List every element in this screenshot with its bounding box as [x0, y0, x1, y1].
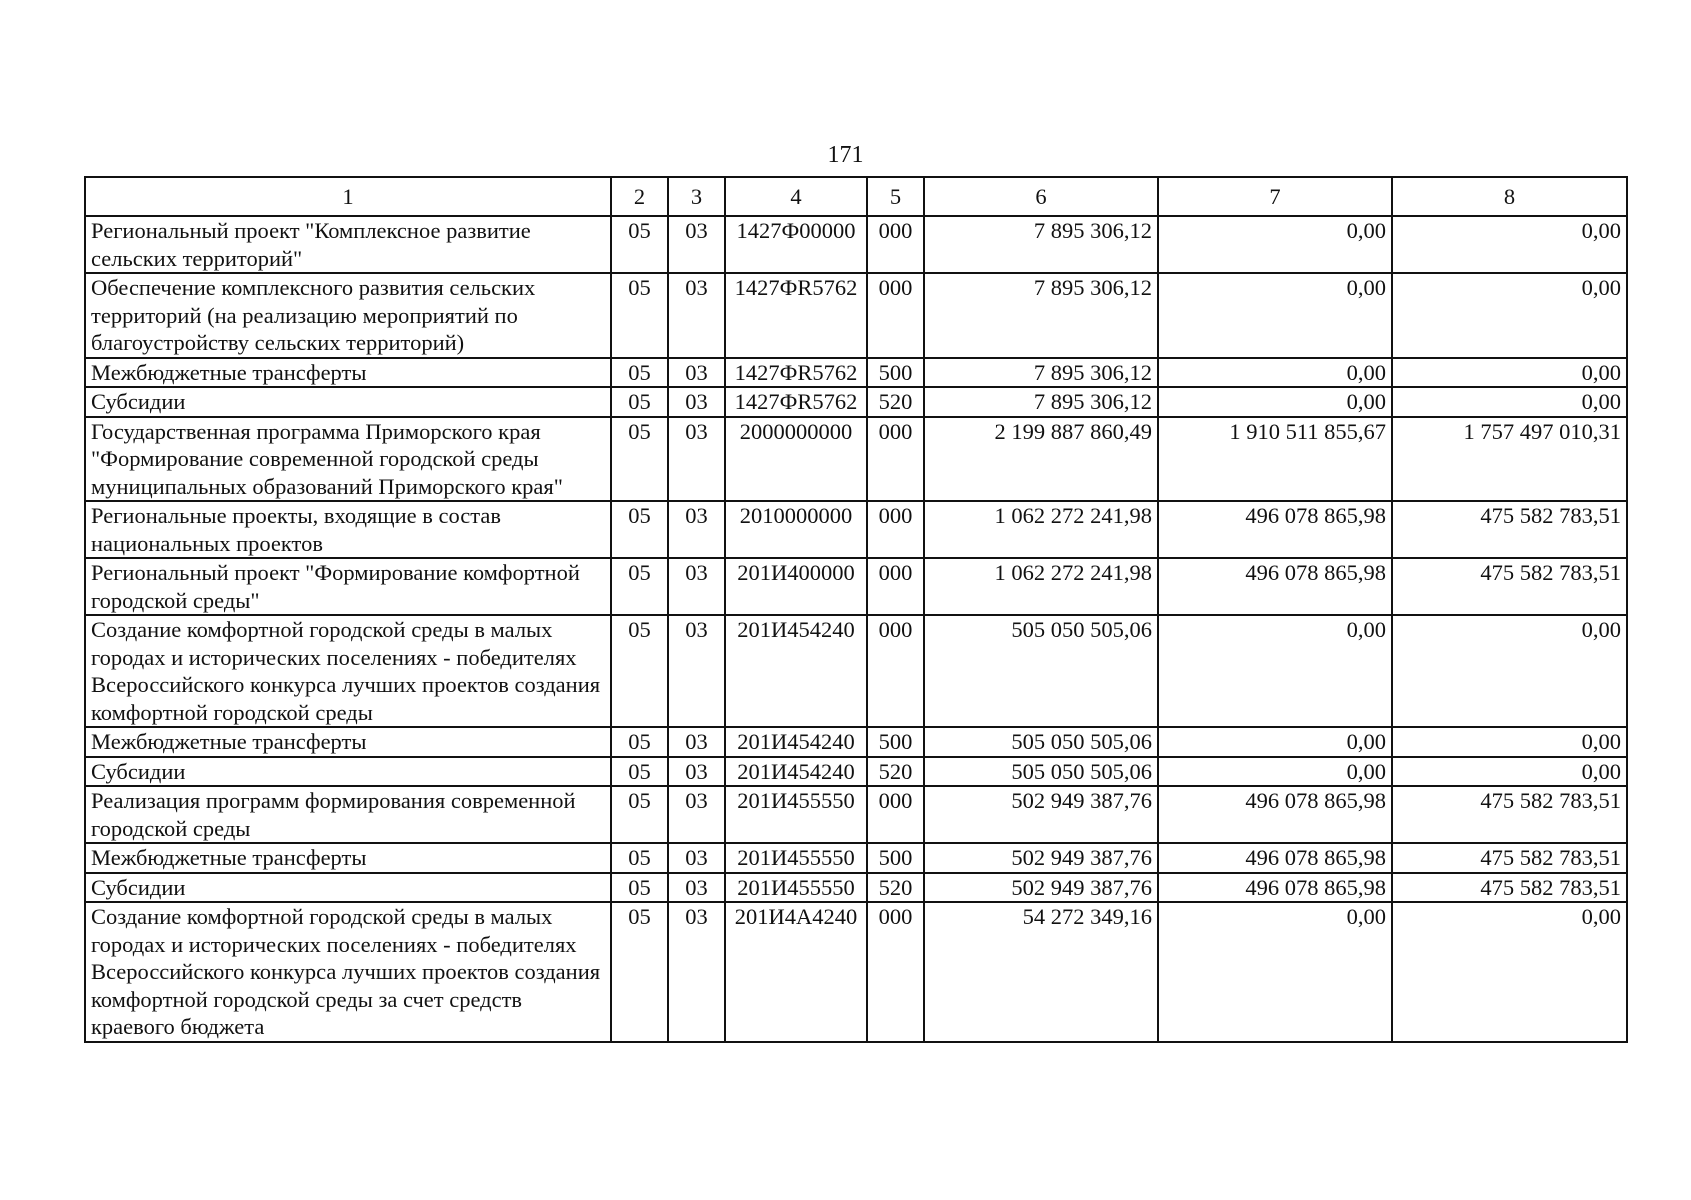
section-code-cell: 05 — [611, 501, 668, 558]
item-name-cell: Субсидии — [85, 387, 611, 417]
subsection-code-cell: 03 — [668, 417, 725, 502]
subsection-code-cell: 03 — [668, 873, 725, 903]
expense-type-cell: 500 — [867, 358, 924, 388]
amount-col7-cell: 496 078 865,98 — [1158, 786, 1392, 843]
item-name-cell: Субсидии — [85, 757, 611, 787]
item-name-cell: Межбюджетные трансферты — [85, 727, 611, 757]
amount-col6-cell: 502 949 387,76 — [924, 786, 1158, 843]
subsection-code-cell: 03 — [668, 615, 725, 727]
budget-table — [84, 176, 1628, 1043]
item-name-cell: Региональные проекты, входящие в состав национальных проектов — [85, 501, 611, 558]
amount-col6-cell: 54 272 349,16 — [924, 902, 1158, 1042]
amount-col8-cell: 0,00 — [1392, 358, 1627, 388]
table-row — [85, 216, 1627, 273]
amount-col7-cell: 496 078 865,98 — [1158, 501, 1392, 558]
amount-col7-cell: 0,00 — [1158, 757, 1392, 787]
amount-col8-cell: 475 582 783,51 — [1392, 843, 1627, 873]
page-number: 171 — [827, 142, 864, 168]
amount-col6-cell: 2 199 887 860,49 — [924, 417, 1158, 502]
table-row — [85, 558, 1627, 615]
amount-col7-cell: 496 078 865,98 — [1158, 843, 1392, 873]
section-code-cell: 05 — [611, 786, 668, 843]
section-code-cell: 05 — [611, 902, 668, 1042]
amount-col8-cell: 0,00 — [1392, 902, 1627, 1042]
target-article-cell: 201И400000 — [725, 558, 867, 615]
section-code-cell: 05 — [611, 727, 668, 757]
subsection-code-cell: 03 — [668, 558, 725, 615]
table-row — [85, 843, 1627, 873]
amount-col6-cell: 505 050 505,06 — [924, 727, 1158, 757]
amount-col6-cell: 7 895 306,12 — [924, 273, 1158, 358]
item-name-cell: Обеспечение комплексного развития сельских территорий (на реализацию мероприятий по благоустройству сельских территорий) — [85, 273, 611, 358]
header-cell: 3 — [668, 177, 725, 216]
header-cell: 4 — [725, 177, 867, 216]
section-code-cell: 05 — [611, 216, 668, 273]
item-name-cell: Создание комфортной городской среды в малых городах и исторических поселениях - победителях Всероссийского конкурса лучших проектов создания комфортной городской среды за счет средств краевого бюджета — [85, 902, 611, 1042]
amount-col8-cell: 0,00 — [1392, 757, 1627, 787]
section-code-cell: 05 — [611, 615, 668, 727]
amount-col6-cell: 505 050 505,06 — [924, 615, 1158, 727]
amount-col7-cell: 0,00 — [1158, 273, 1392, 358]
subsection-code-cell: 03 — [668, 843, 725, 873]
amount-col8-cell: 475 582 783,51 — [1392, 558, 1627, 615]
amount-col6-cell: 7 895 306,12 — [924, 358, 1158, 388]
table-row — [85, 786, 1627, 843]
header-row — [85, 177, 1627, 216]
item-name-cell: Субсидии — [85, 873, 611, 903]
header-cell: 7 — [1158, 177, 1392, 216]
table-row — [85, 615, 1627, 727]
item-name-cell: Межбюджетные трансферты — [85, 843, 611, 873]
header-cell: 6 — [924, 177, 1158, 216]
section-code-cell: 05 — [611, 387, 668, 417]
target-article-cell: 1427ФR5762 — [725, 387, 867, 417]
amount-col8-cell: 0,00 — [1392, 216, 1627, 273]
header-cell: 2 — [611, 177, 668, 216]
amount-col7-cell: 0,00 — [1158, 902, 1392, 1042]
target-article-cell: 201И455550 — [725, 786, 867, 843]
expense-type-cell: 000 — [867, 902, 924, 1042]
header-cell: 8 — [1392, 177, 1627, 216]
table-row — [85, 727, 1627, 757]
item-name-cell: Региональный проект "Комплексное развитие сельских территорий" — [85, 216, 611, 273]
target-article-cell: 1427ФR5762 — [725, 273, 867, 358]
amount-col7-cell: 0,00 — [1158, 358, 1392, 388]
table-body — [85, 216, 1627, 1042]
target-article-cell: 201И454240 — [725, 727, 867, 757]
amount-col8-cell: 0,00 — [1392, 615, 1627, 727]
table-row — [85, 358, 1627, 388]
item-name-cell: Государственная программа Приморского края "Формирование современной городской среды муниципальных образований Приморского края" — [85, 417, 611, 502]
expense-type-cell: 000 — [867, 273, 924, 358]
target-article-cell: 2010000000 — [725, 501, 867, 558]
table-row — [85, 501, 1627, 558]
target-article-cell: 2000000000 — [725, 417, 867, 502]
amount-col8-cell: 0,00 — [1392, 387, 1627, 417]
target-article-cell: 1427ФR5762 — [725, 358, 867, 388]
expense-type-cell: 000 — [867, 558, 924, 615]
amount-col8-cell: 0,00 — [1392, 727, 1627, 757]
subsection-code-cell: 03 — [668, 358, 725, 388]
subsection-code-cell: 03 — [668, 216, 725, 273]
item-name-cell: Реализация программ формирования современной городской среды — [85, 786, 611, 843]
amount-col6-cell: 7 895 306,12 — [924, 387, 1158, 417]
target-article-cell: 201И455550 — [725, 843, 867, 873]
section-code-cell: 05 — [611, 358, 668, 388]
amount-col7-cell: 0,00 — [1158, 615, 1392, 727]
amount-col8-cell: 475 582 783,51 — [1392, 501, 1627, 558]
header-cell: 1 — [85, 177, 611, 216]
table-row — [85, 387, 1627, 417]
item-name-cell: Региональный проект "Формирование комфортной городской среды" — [85, 558, 611, 615]
subsection-code-cell: 03 — [668, 902, 725, 1042]
subsection-code-cell: 03 — [668, 757, 725, 787]
amount-col6-cell: 502 949 387,76 — [924, 843, 1158, 873]
expense-type-cell: 000 — [867, 417, 924, 502]
subsection-code-cell: 03 — [668, 273, 725, 358]
expense-type-cell: 000 — [867, 615, 924, 727]
amount-col6-cell: 1 062 272 241,98 — [924, 558, 1158, 615]
amount-col7-cell: 496 078 865,98 — [1158, 558, 1392, 615]
amount-col7-cell: 496 078 865,98 — [1158, 873, 1392, 903]
amount-col6-cell: 1 062 272 241,98 — [924, 501, 1158, 558]
amount-col7-cell: 0,00 — [1158, 727, 1392, 757]
section-code-cell: 05 — [611, 273, 668, 358]
target-article-cell: 201И454240 — [725, 615, 867, 727]
target-article-cell: 201И455550 — [725, 873, 867, 903]
expense-type-cell: 000 — [867, 216, 924, 273]
amount-col8-cell: 1 757 497 010,31 — [1392, 417, 1627, 502]
amount-col6-cell: 505 050 505,06 — [924, 757, 1158, 787]
expense-type-cell: 520 — [867, 387, 924, 417]
table-row — [85, 873, 1627, 903]
table-row — [85, 273, 1627, 358]
item-name-cell: Межбюджетные трансферты — [85, 358, 611, 388]
amount-col7-cell: 1 910 511 855,67 — [1158, 417, 1392, 502]
table-row — [85, 757, 1627, 787]
expense-type-cell: 520 — [867, 757, 924, 787]
expense-type-cell: 000 — [867, 786, 924, 843]
table-row — [85, 417, 1627, 502]
amount-col6-cell: 502 949 387,76 — [924, 873, 1158, 903]
target-article-cell: 1427Ф00000 — [725, 216, 867, 273]
expense-type-cell: 500 — [867, 843, 924, 873]
amount-col7-cell: 0,00 — [1158, 216, 1392, 273]
section-code-cell: 05 — [611, 873, 668, 903]
amount-col8-cell: 475 582 783,51 — [1392, 873, 1627, 903]
section-code-cell: 05 — [611, 558, 668, 615]
amount-col7-cell: 0,00 — [1158, 387, 1392, 417]
header-cell: 5 — [867, 177, 924, 216]
amount-col8-cell: 0,00 — [1392, 273, 1627, 358]
section-code-cell: 05 — [611, 757, 668, 787]
section-code-cell: 05 — [611, 417, 668, 502]
subsection-code-cell: 03 — [668, 727, 725, 757]
expense-type-cell: 520 — [867, 873, 924, 903]
target-article-cell: 201И454240 — [725, 757, 867, 787]
subsection-code-cell: 03 — [668, 501, 725, 558]
expense-type-cell: 500 — [867, 727, 924, 757]
expense-type-cell: 000 — [867, 501, 924, 558]
section-code-cell: 05 — [611, 843, 668, 873]
subsection-code-cell: 03 — [668, 786, 725, 843]
item-name-cell: Создание комфортной городской среды в малых городах и исторических поселениях - победителях Всероссийского конкурса лучших проектов создания комфортной городской среды — [85, 615, 611, 727]
target-article-cell: 201И4А4240 — [725, 902, 867, 1042]
amount-col6-cell: 7 895 306,12 — [924, 216, 1158, 273]
table-row — [85, 902, 1627, 1042]
subsection-code-cell: 03 — [668, 387, 725, 417]
amount-col8-cell: 475 582 783,51 — [1392, 786, 1627, 843]
